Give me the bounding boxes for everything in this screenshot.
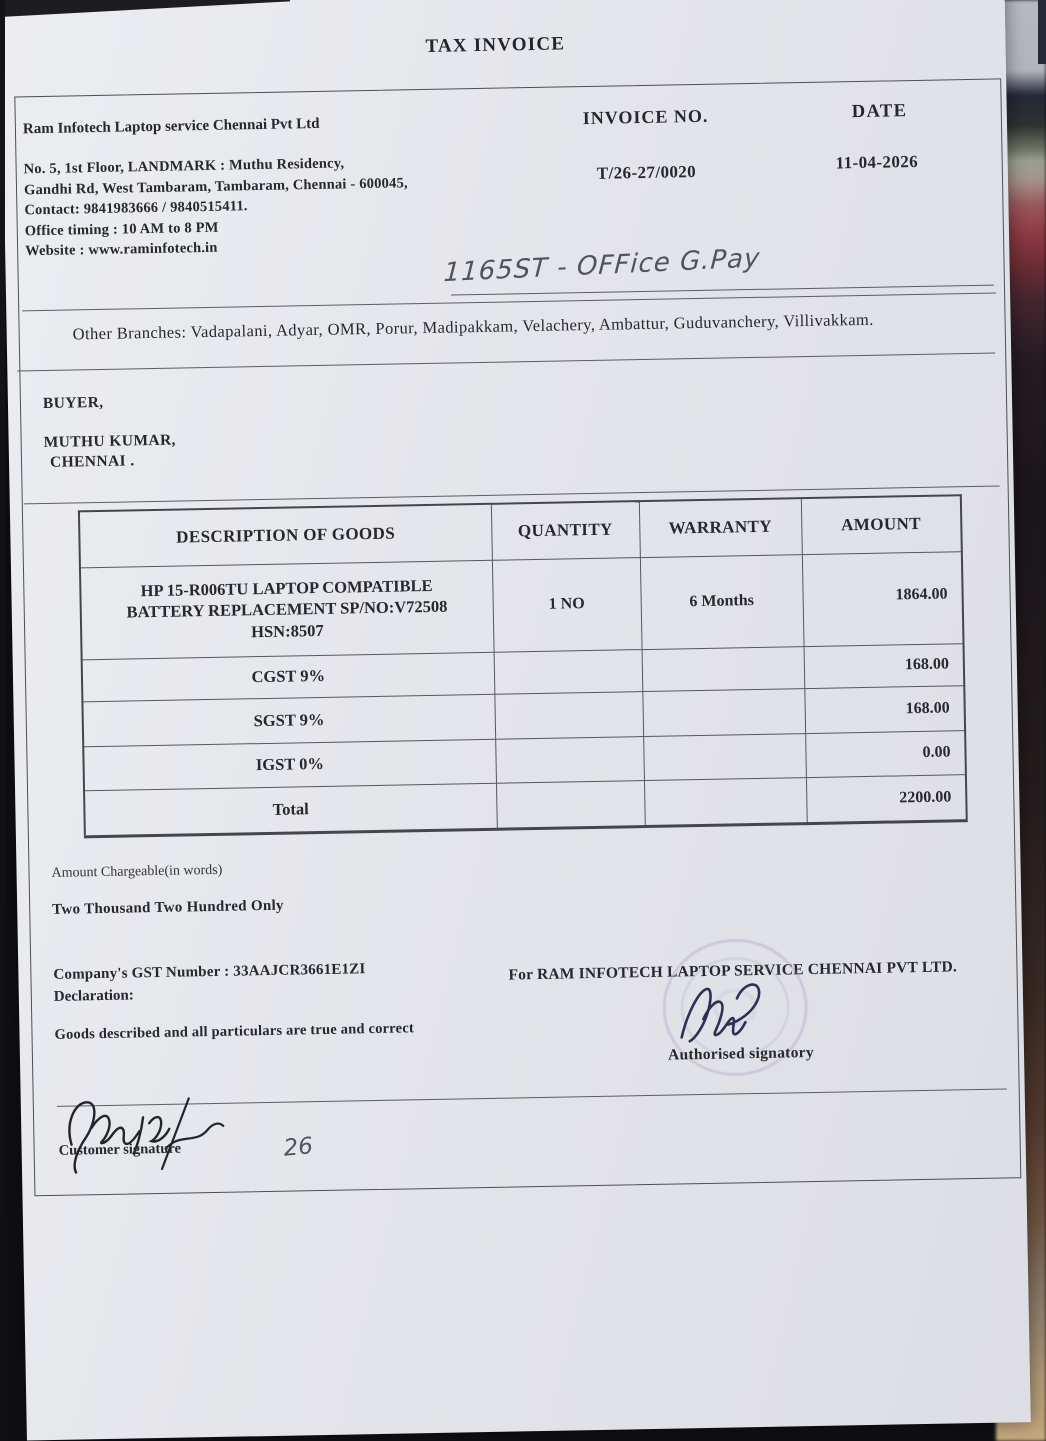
customer-signature: [58, 1091, 283, 1179]
invoice-number-label: INVOICE NO.: [582, 105, 709, 129]
buyer-name: MUTHU KUMAR,: [43, 431, 177, 452]
customer-signature-label: Customer signature: [58, 1140, 182, 1159]
igst-label-cell: IGST 0%: [83, 739, 496, 791]
sgst-label-cell: SGST 9%: [82, 694, 495, 747]
igst-amount-cell: 0.00: [805, 730, 966, 777]
handwritten-payment-note: 1165ST - OFFice G.Pay: [442, 243, 762, 289]
item-quantity-cell: 1 NO: [492, 557, 642, 652]
col-header-warranty: WARRANTY: [639, 498, 802, 557]
date-value: 11-04-2026: [835, 151, 919, 173]
empty-cell: [644, 777, 807, 826]
col-header-quantity: QUANTITY: [491, 501, 640, 560]
invoice-number-value: T/26-27/0020: [596, 162, 697, 183]
customer-signature-scribble: 26: [282, 1133, 314, 1162]
cgst-amount-cell: 168.00: [804, 643, 965, 688]
empty-cell: [494, 649, 643, 694]
item-desc-line2: BATTERY REPLACEMENT SP/NO:V72508: [126, 596, 448, 622]
seller-office-timing: Office timing : 10 AM to 8 PM: [24, 219, 219, 240]
seller-address-line2: Gandhi Rd, West Tambaram, Tambaram, Chennai - 600045,: [23, 174, 408, 198]
seller-contact: Contact: 9841983666 / 9840515411.: [24, 198, 248, 219]
col-header-amount: AMOUNT: [801, 495, 962, 554]
amount-in-words-label: Amount Chargeable(in words): [51, 862, 223, 881]
company-gst-number: Company's GST Number : 33AAJCR3661E1ZI: [53, 961, 366, 983]
item-description-cell: [80, 560, 494, 660]
item-desc-line1: HP 15-R006TU LAPTOP COMPATIBLE: [140, 575, 433, 601]
declaration-label: Declaration:: [53, 987, 134, 1005]
buyer-label: BUYER,: [42, 393, 104, 413]
buyer-city: CHENNAI .: [49, 452, 135, 471]
seller-address-block: [23, 152, 409, 262]
item-amount-cell: 1864.00: [802, 551, 964, 646]
declaration-text: Goods described and all particulars are true and correct: [54, 1020, 415, 1043]
sgst-amount-cell: 168.00: [804, 685, 965, 733]
seller-address-line1: No. 5, 1st Floor, LANDMARK : Muthu Residency,: [23, 155, 345, 178]
for-company-line: For RAM INFOTECH LAPTOP SERVICE CHENNAI PVT LTD.: [508, 958, 958, 984]
cgst-label-cell: CGST 9%: [82, 652, 495, 702]
total-label-cell: Total: [84, 783, 497, 837]
authorised-signatory-label: Authorised signatory: [667, 1043, 815, 1064]
item-row: [80, 551, 964, 659]
empty-cell: [495, 736, 644, 783]
empty-cell: [494, 691, 643, 739]
items-table: [78, 494, 968, 838]
empty-cell: [643, 733, 806, 780]
item-warranty-cell: 6 Months: [640, 554, 804, 649]
invoice-paper: [1, 0, 1031, 1440]
col-header-description: DESCRIPTION OF GOODS: [79, 504, 492, 568]
empty-cell: [642, 688, 805, 736]
seller-website: Website : www.raminfotech.in: [25, 240, 218, 260]
item-desc-line3: HSN:8507: [251, 620, 324, 641]
background-left-edge: [0, 0, 5, 1441]
date-label: DATE: [851, 101, 908, 123]
empty-cell: [496, 780, 645, 829]
seller-name: Ram Infotech Laptop service Chennai Pvt Ltd: [22, 115, 320, 138]
other-branches-line: Other Branches: Vadapalani, Adyar, OMR, Porur, Madipakkam, Velachery, Ambattur, Guduvanchery, Villivakkam.: [72, 309, 874, 344]
amount-in-words: Two Thousand Two Hundred Only: [52, 897, 284, 918]
empty-cell: [642, 646, 805, 691]
background-top-right-corner: [1038, 0, 1046, 64]
document-title: TAX INVOICE: [425, 33, 566, 57]
total-amount-cell: 2200.00: [806, 774, 967, 823]
